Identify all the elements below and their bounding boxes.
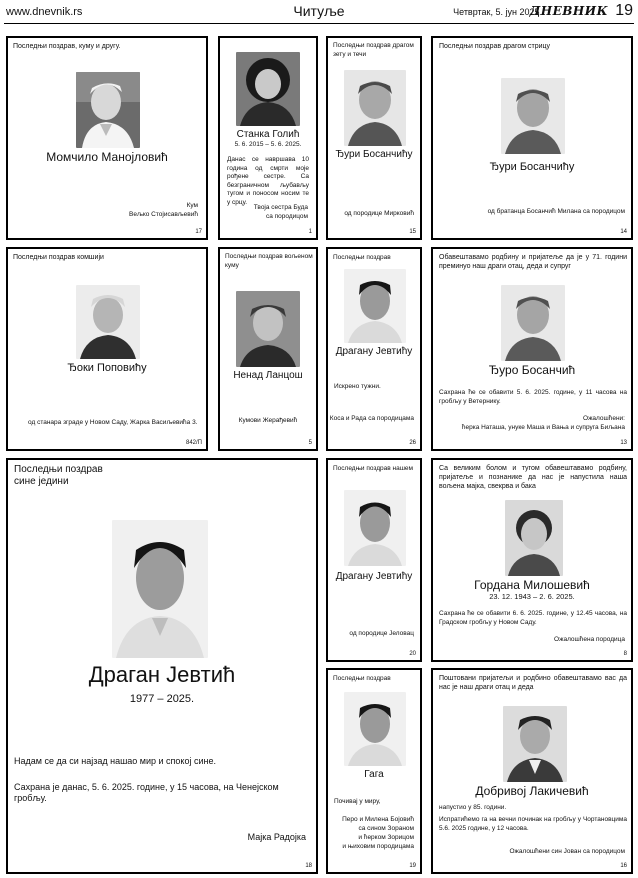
notice-text: Сахрана ће се обавити 5. 6. 2025. године, у 11 часова на гробљу у Ветернику. [439,389,627,405]
notice-number: 20 [409,651,416,657]
notice-lead: сине једини [14,476,69,487]
notice-lead: Поштовани пријатељи и родбино обавештавамо вас да нас је наш драги отац и деда [439,675,627,691]
newspaper-logo: ДНЕВНИК [529,4,608,18]
signature-line: и ћерком Зорицом [358,834,414,841]
obituary-notice-11 [431,458,633,662]
deceased-name: Драгану Јевтићу [335,571,413,582]
signature-line: од станара зграде у Новом Саду, Жарка Васиљевића 3. [28,419,198,426]
notice-text: Искрено тужни. [334,383,381,390]
notice-lead: Последњи поздрав нашем [333,465,413,472]
deceased-name: Гага [364,769,384,780]
signature-line: Ожалошћени син Јован са породицом [509,848,625,855]
signature-line: Ожалошћени: [583,415,625,422]
signature-line: од породице Мирковић [344,210,414,217]
notice-lead: Последњи поздрав [333,254,391,261]
notice-text: Данас се навршава 10 година од смрти моје рођене сестре. Са безграничном љубављу тугом и поносом носим те у срцу. [227,156,309,206]
deceased-name: Ненад Ланцош [233,370,303,381]
deceased-name: Ђуро Босанчић [488,363,576,377]
notice-lead: Последњи поздрав драгом стрицу [439,43,551,50]
notice-number: 5 [308,440,312,446]
obituary-notice-8 [431,247,633,451]
notice-lead: Последњи поздрав вољеном куму [225,253,313,269]
portrait-photo [501,78,565,154]
obituary-notice-9 [6,458,318,874]
portrait-photo [236,52,300,126]
portrait-photo [76,72,140,148]
obituary-notice-5 [6,247,208,451]
notice-lead: Последњи поздрав драгом зету и течи [333,42,414,58]
signature-line: Кум [186,202,198,209]
portrait-photo [76,285,140,359]
section-title: Читуље [293,3,345,19]
deceased-name: Ђоки Поповићу [67,362,147,374]
notice-number: 17 [195,229,202,235]
deceased-name: Добривој Лакичевић [475,784,589,798]
signature-line: од братанца Босанчић Милана са породицом [487,208,625,215]
page-header [0,0,638,24]
obituary-notice-2 [218,36,318,240]
signature-line: и њиховим породицама [342,843,414,850]
notice-number: 26 [409,440,416,446]
obituary-notice-12 [326,668,422,874]
notice-text: Надам се да си најзад нашао мир и спокој сине. [14,756,216,766]
signature-line: Ожалошћена породица [554,636,625,643]
life-dates: 1977 – 2025. [129,693,195,705]
deceased-name: Станка Голић [236,129,300,140]
notice-lead: Последњи поздрав [333,675,391,682]
notice-number: 19 [409,863,416,869]
notice-number: 1 [308,229,312,235]
portrait-photo [344,490,406,566]
signature-line: Твоја сестра Буда [253,204,308,211]
life-dates: 23. 12. 1943 – 2. 6. 2025. [489,592,575,601]
notice-number: 842/П [186,440,202,446]
obituary-notice-13 [431,668,633,874]
notice-lead: Последњи поздрав, куму и другу. [13,43,121,50]
notice-text: Сахрана је данас, 5. 6. 2025. године, у 15 часова, на Ченејском гробљу. [14,782,279,803]
deceased-name: Гордана Милошевић [474,578,590,592]
notice-text: напустио у 85. години. [439,804,507,811]
notice-number: 16 [620,863,627,869]
notice-number: 13 [620,440,627,446]
notice-number: 8 [623,651,627,657]
signature-line: Коса и Рада са породицама [329,415,414,422]
signature-line: са породицом [265,213,308,220]
notice-lead: Обавештавамо родбину и пријатеље да је у 71. години преминуо наш драги отац, деда и супруг [439,254,627,270]
issue-date: Четвртак, 5. јун 2025. [453,7,542,17]
notice-text: Почивај у миру, [334,798,381,805]
signature-line: од породице Јеловац [349,630,414,637]
notice-lead: Са великим болом и тугом обавештавамо родбину, пријатеље и познанике да нас је напустила наша вољена мајка, свекрва и бака [439,465,627,490]
portrait-photo [112,520,208,658]
signature-line: Вељко Стојисављевић [129,211,198,218]
notice-number: 18 [305,863,312,869]
signature-line: Кумови Жерађевић [238,417,298,424]
deceased-name: Ђури Босанчићу [489,161,575,173]
portrait-photo [236,291,300,367]
signature-line: са сином Зораном [358,825,414,832]
obituary-notice-7 [326,247,422,451]
notice-text: Сахрана ће се обавити 6. 6. 2025. године, у 12.45 часова, на Градском гробљу у Новом Саду. [439,610,627,626]
portrait-photo [501,285,565,361]
deceased-name: Драгану Јевтићу [335,346,413,357]
notice-lead: Последњи поздрав [14,464,103,475]
obituary-notice-4 [431,36,633,240]
portrait-photo [344,70,406,146]
portrait-photo [344,692,406,766]
site-url[interactable]: www.dnevnik.rs [6,6,83,18]
obituary-notice-3 [326,36,422,240]
notice-lead: Последњи поздрав комшији [13,254,104,261]
portrait-photo [503,706,567,782]
page-number: 19 [615,2,633,19]
signature-line: Мајка Радојка [247,832,306,842]
notice-number: 14 [620,229,627,235]
portrait-photo [344,269,406,343]
deceased-name: Ђури Босанчићу [335,149,413,160]
signature-line: Перо и Милена Бојовић [342,816,414,823]
notice-number: 15 [409,229,416,235]
signature-line: ћерка Наташа, унуке Маша и Вања и супруга Биљана [461,424,625,431]
deceased-name: Драган Јевтић [88,662,236,687]
deceased-name: Момчило Манојловић [46,150,168,164]
portrait-photo [505,500,563,576]
life-dates: 5. 6. 2015 – 5. 6. 2025. [234,141,302,148]
obituary-notice-10 [326,458,422,662]
obituary-notice-6 [218,247,318,451]
obituary-notice-1 [6,36,208,240]
header-rule [4,23,634,24]
notice-text: Испратићемо га на вечни починак на гробљу у Чортановцима 5.6. 2025 године, у 12 часова. [439,816,627,832]
